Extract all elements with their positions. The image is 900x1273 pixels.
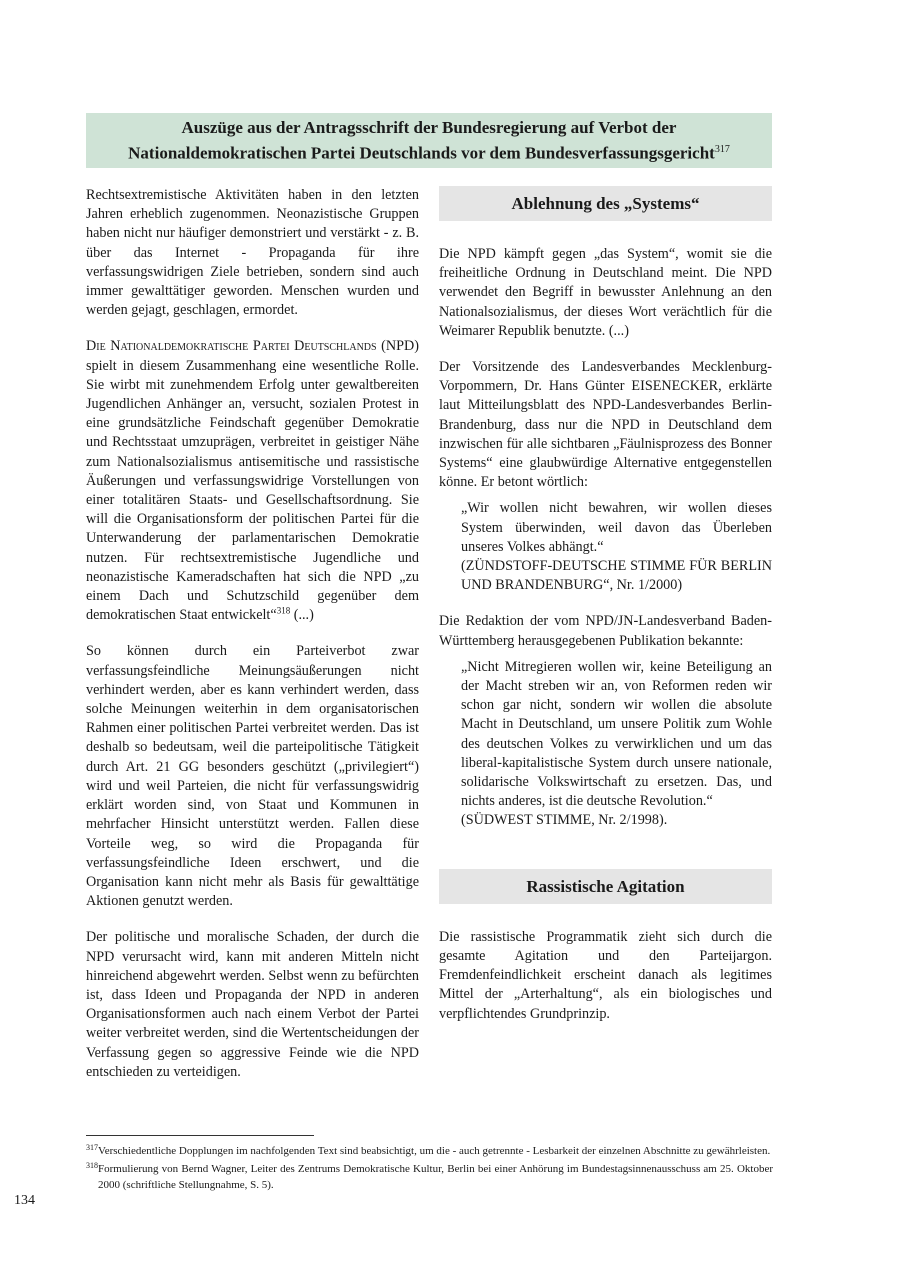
- left-paragraph-2: [86, 337, 419, 625]
- quote-1-source: (ZÜNDSTOFF-DEUTSCHE STIMME FÜR BERLIN UND BRANDENBURG“, Nr. 1/2000): [461, 558, 772, 594]
- right-paragraph-4: Die rassistische Programmatik zieht sich durch die gesamte Agitation und den Parteijargon. Fremdenfeindlichkeit erscheint danach als legitimes Mittel der „Arterhaltung“, als ein biologisches und verpflichtendes Grundprinzip.: [439, 928, 772, 1022]
- page-number: 134: [14, 1193, 35, 1208]
- left-paragraph-2-tail: (...): [290, 607, 314, 624]
- footnote-number: 317: [86, 1143, 98, 1152]
- left-paragraph-2-body: (NPD) spielt in diesem Zusammenhang eine wesentliche Rolle. Sie wirbt mit zunehmendem Erfolg unter gewaltbereiten Jugendlichen Anhänger an, versucht, sozialen Protest in eine grundsätzliche Feindschaft gegenüber Demokratie und Rechtsstaat umzuprägen, verbreitet in geistiger Nähe zum Nationalsozialismus antisemitische und rassistische Äußerungen und verfassungswidrige Vorstellungen von einer totalitären Staats- und Gesellschaftsordnung. Sie will die Organisationsform der politischen Partei für die Unterwanderung der parlamentarischen Demokratie nutzen. Für rechtsextremistische Jugendliche und neonazistische Kameradschaften hat sich die NPD „zu einem Dach und Schutzschild gegenüber dem demokratischen Staat entwickelt“: [86, 338, 419, 624]
- footnote-ref-317: 317: [714, 143, 730, 155]
- footnote-divider: [86, 1135, 314, 1136]
- footnote-text: Formulierung von Bernd Wagner, Leiter des Zentrums Demokratische Kultur, Berlin bei einer Anhörung im Bundestagsinnenausschuss am 25. Oktober 2000 (schriftliche Stellungnahme, S. 5).: [98, 1163, 773, 1191]
- footnote-number: 318: [86, 1161, 98, 1170]
- footnote-ref-318: 318: [276, 605, 291, 616]
- page-title-line-2: [128, 139, 730, 165]
- quote-1-text: „Wir wollen nicht bewahren, wir wollen dieses System überwinden, weil davon das Überleben unseres Volkes abhängt.“: [461, 500, 772, 555]
- right-paragraph-3: Die Redaktion der vom NPD/JN-Landesverband Baden-Württemberg herausgegebenen Publikation bekannte:: [439, 613, 772, 649]
- quote-2-text: „Nicht Mitregieren wollen wir, keine Beteiligung an der Macht streben wir an, von Reformen reden wir schon gar nicht, sondern wir wollen die absolute Macht in Deutschland, um unsere Politik zum Wohle des deutschen Volkes zu verwirklichen und um das liberal-kapitalistische System durch unsere nationale, solidarische Volkswirtschaft zu ersetzen. Das, und nichts anderes, ist die deutsche Revolution.“: [461, 658, 772, 810]
- left-column: [86, 186, 419, 1099]
- footnote-text: Verschiedentliche Dopplungen im nachfolgenden Text sind beabsichtigt, um die - auch getrennte - Lesbarkeit der einzelnen Abschnitte zu gewährleisten.: [98, 1145, 771, 1157]
- footnote: [86, 1143, 773, 1159]
- page-title-line-1: Auszüge aus der Antragsschrift der Bundesregierung auf Verbot der: [181, 117, 677, 137]
- section-heading-agitation: Rassistische Agitation: [439, 869, 772, 904]
- left-paragraph-1: Rechtsextremistische Aktivitäten haben in den letzten Jahren erheblich zugenommen. Neonazistische Gruppen haben nicht nur häufiger demonstriert und verstärkt - z. B. über das Internet - Propaganda für ihre verfassungswidrigen Ziele betrieben, sondern sind auch immer gewalttätiger geworden. Menschen wurden und werden gejagt, geschlagen, ermordet.: [86, 187, 419, 319]
- right-column: [439, 186, 772, 1041]
- footnotes: [86, 1143, 773, 1195]
- left-paragraph-4: Der politische und moralische Schaden, der durch die NPD verursacht wird, kann mit anderen Mitteln nicht hinreichend abgewehrt werden. Selbst wenn zu befürchten ist, dass Ideen und Propaganda der NPD in anderen Organisationsformen auch nach einem Verbot der Partei weiter verbreitet werden, sind die Wertentscheidungen der Verfassung gegen so aggressive Feinde wie die NPD entschieden zu verteidigen.: [86, 929, 419, 1080]
- block-quote-2: [461, 658, 772, 831]
- right-paragraph-1: Die NPD kämpft gegen „das System“, womit sie die freiheitliche Ordnung in Deutschland meint. Die NPD verwendet den Begriff in bewusster Anlehnung an den Nationalsozialismus, der dieses Wort verächtlich für die Weimarer Republik benutzte. (...): [439, 246, 772, 339]
- block-quote-1: [461, 499, 772, 595]
- footnote: [86, 1161, 773, 1193]
- section-heading-system: Ablehnung des „Systems“: [439, 186, 772, 221]
- left-paragraph-3: So können durch ein Parteiverbot zwar verfassungsfeindliche Meinungsäußerungen nicht verhindert werden, aber es kann verhindert werden, dass solche Meinungen weiterhin in dem organisatorischen Rahmen einer politischen Partei verbreitet werden. Das ist deshalb so bedeutsam, weil die parteipolitische Tätigkeit durch Art. 21 GG besonders geschützt („privilegiert“) wird und weil Parteien, die nicht für verfassungswidrig erklärt worden sind, von Staat und Kommunen in mehrfacher Hinsicht unterstützt werden. Fallen diese Vorteile weg, so wird die Propaganda für verfassungsfeindliche Ideen erschwert, und die Organisation kann nicht mehr als Basis für gewalttätige Aktionen genutzt werden.: [86, 643, 419, 910]
- title-box: [86, 113, 772, 168]
- page-title-text: Nationaldemokratischen Partei Deutschlands vor dem Bundesverfassungsgericht: [128, 143, 715, 163]
- right-paragraph-2: Der Vorsitzende des Landesverbandes Mecklenburg-Vorpommern, Dr. Hans Günter EISENECKER, erklärte laut Mitteilungsblatt des NPD-Landesverbandes Berlin-Brandenburg, dass nur die NPD in Deutschland dem inzwischen für alle sichtbaren „Fäulnisprozess des Bonner Systems“ eine glaubwürdige Alternative entgegenstellen könne. Er betont wörtlich:: [439, 359, 772, 491]
- quote-2-source: (SÜDWEST STIMME, Nr. 2/1998).: [461, 812, 668, 829]
- party-name: Die Nationaldemokratische Partei Deutschlands: [86, 338, 377, 355]
